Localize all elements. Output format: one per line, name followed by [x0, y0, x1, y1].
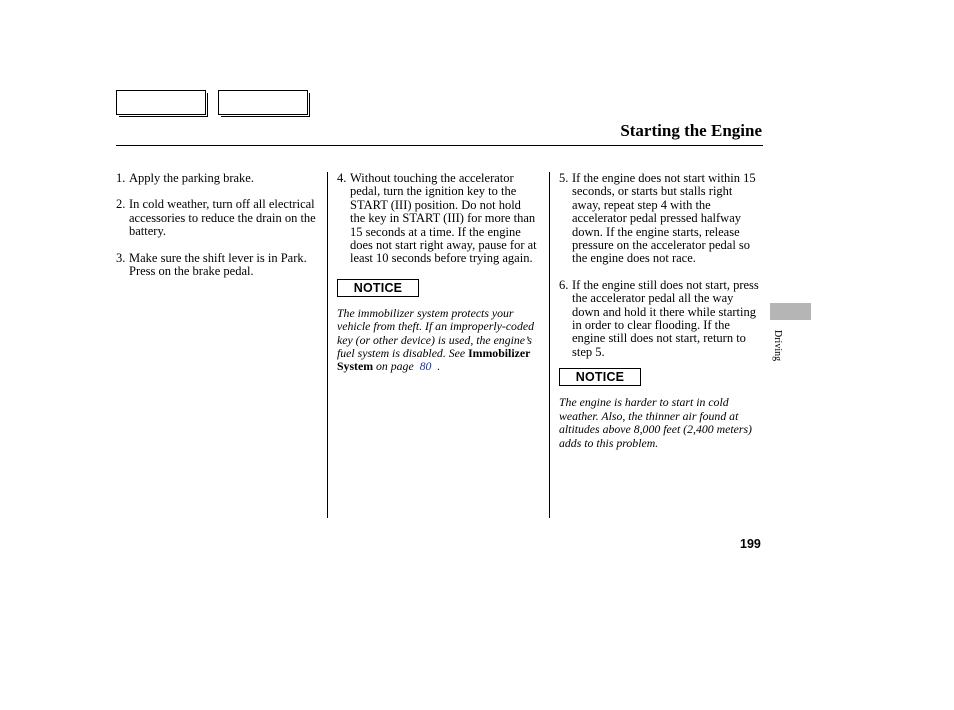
cross-reference: Immobilizer System	[337, 346, 531, 374]
notice-body: The immobilizer system protects your vehicle from theft. If an improperly-coded key (or other device) is used, the engine’s fuel system is disabled. See	[337, 305, 534, 361]
cross-reference-suffix: on page	[376, 359, 414, 374]
list-item	[559, 279, 761, 359]
column-3	[559, 172, 761, 450]
column-divider	[327, 172, 328, 518]
section-side-label: Driving	[772, 330, 783, 362]
list-item	[116, 252, 316, 279]
page-title: Starting the Engine	[620, 121, 762, 140]
list-item	[337, 172, 539, 266]
step-number: 2.	[116, 197, 126, 212]
notice-text: The engine is harder to start in cold weather. Also, the thinner air found at altitudes above 8,000 feet (2,400 meters) adds to this problem.	[559, 395, 752, 450]
next-page-button[interactable]	[218, 90, 308, 115]
notice-text	[337, 307, 539, 374]
step-number: 4.	[337, 171, 347, 185]
notice-end: .	[437, 359, 441, 374]
page-number: 199	[740, 537, 761, 551]
step-number: 6.	[559, 277, 569, 292]
title-rule	[116, 145, 763, 146]
step-number: 1.	[116, 171, 126, 185]
step-text: If the engine still does not start, press the accelerator pedal all the way down and hold it there while starting in order to clear flooding. If the engine still does not start, return to step 5.	[572, 277, 759, 359]
column-1	[116, 172, 316, 291]
step-text: Make sure the shift lever is in Park. Press on the brake pedal.	[129, 250, 307, 279]
column-2	[337, 172, 539, 374]
step-text: Without touching the accelerator pedal, turn the ignition key to the START (III) position. Do not hold the key in START (III) for more than 15 seconds at a time. If the engine does not start right away, pause for at least 10 seconds before trying again.	[350, 171, 537, 266]
step-text: In cold weather, turn off all electrical accessories to reduce the drain on the battery.	[129, 197, 316, 239]
notice-badge	[337, 279, 419, 297]
list-item	[116, 172, 316, 185]
list-item	[559, 172, 761, 266]
column-divider	[549, 172, 550, 518]
step-number: 3.	[116, 250, 126, 265]
notice-badge	[559, 368, 641, 386]
step-text: Apply the parking brake.	[129, 171, 254, 185]
list-item	[116, 198, 316, 238]
step-number: 5.	[559, 171, 569, 185]
notice-label: NOTICE	[575, 370, 625, 385]
page-link[interactable]: 80	[419, 359, 432, 374]
section-tab	[770, 303, 811, 320]
notice-label: NOTICE	[353, 280, 403, 295]
step-text: If the engine does not start within 15 seconds, or starts but stalls right away, repeat step 4 with the accelerator pedal pressed halfway down. If the engine starts, release pressure on the accelerator pedal so the engine does not race.	[572, 171, 756, 266]
previous-page-button[interactable]	[116, 90, 206, 115]
